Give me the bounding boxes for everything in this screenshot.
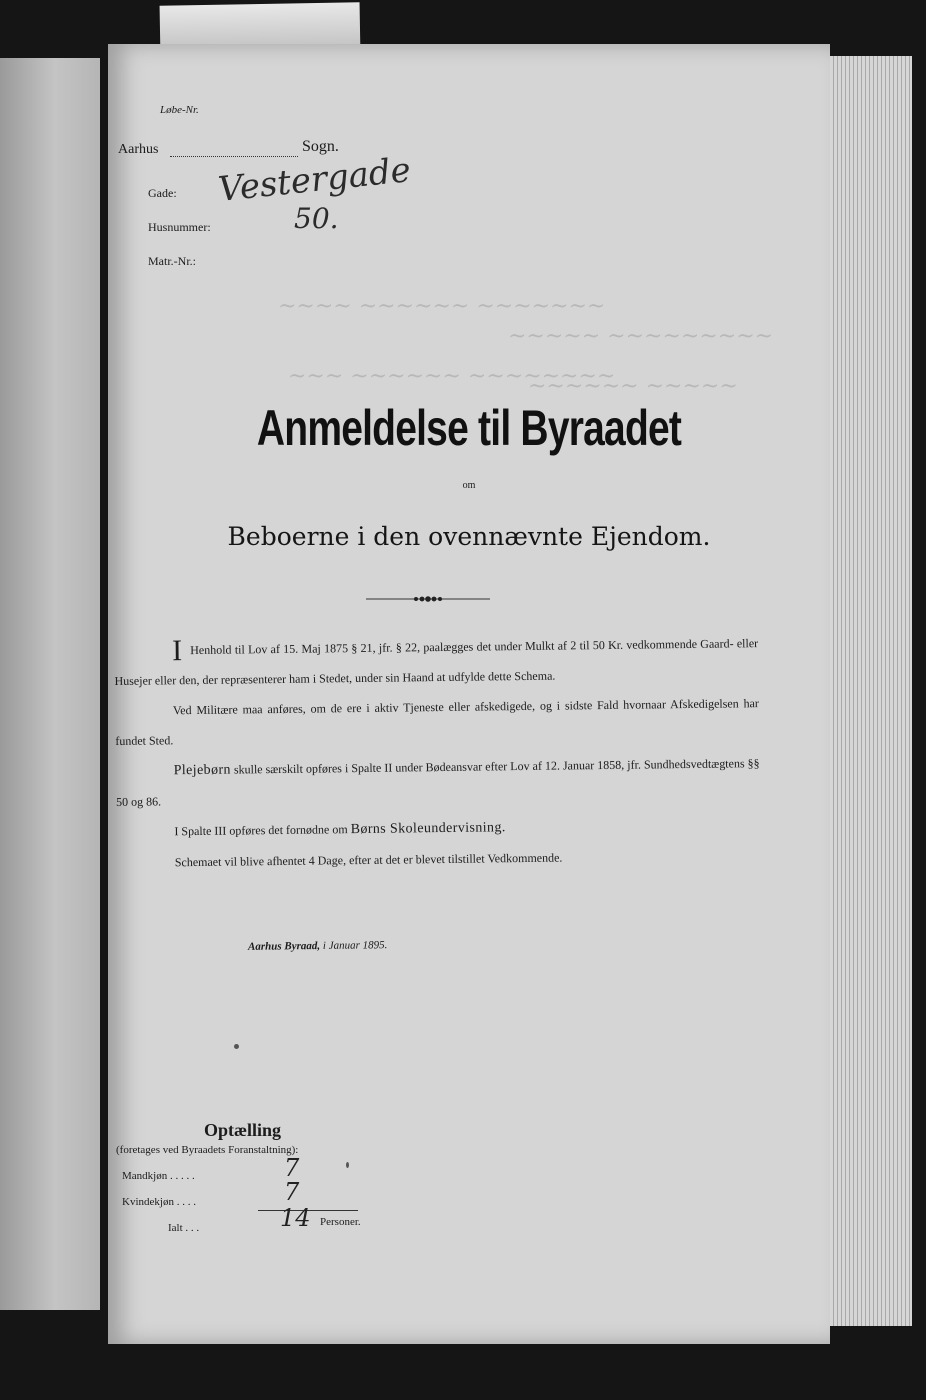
bleed-through-scribble: ~~~~ ~~~~~~ ~~~~~~~ [278, 294, 606, 319]
total-count-label: Ialt . . . [168, 1222, 200, 1234]
stacked-page-edges [822, 56, 912, 1326]
authority-signature-line: Aarhus Byraad, i Januar 1895. [247, 939, 388, 953]
bleed-through-scribble: ~~~ ~~~~~~ ~~~~~~~~ [288, 364, 616, 389]
instruction-paragraph-3: Plejebørn skulle særskilt opføres i Spalte II under Bødeansvar efter Lov af 12. Januar 1858, jfr. Sundhedsvedtægtens §§ 50 og 86. [115, 756, 760, 809]
form-subtitle: Beboerne i den ovennævnte Ejendom. [227, 522, 711, 551]
bleed-through-scribble: ~~~~~~ ~~~~~ [528, 374, 738, 399]
matr-nr-label: Matr.-Nr.: [148, 254, 196, 268]
instruction-paragraph-2: Ved Militære maa anføres, om de ere i aktiv Tjeneste eller afskedigede, og i sidste Fald hvornaar Afskedigelsen har fundet Sted. [115, 696, 759, 748]
husnummer-label: Husnummer: [148, 220, 211, 234]
count-title: Optælling [204, 1120, 282, 1140]
female-count-label: Kvindekjøn . . . . [122, 1196, 196, 1208]
count-subtitle: (foretages ved Byraadets Foranstaltning): [116, 1144, 299, 1156]
male-count-value: 7 [284, 1154, 300, 1182]
male-count-label: Mandkjøn . . . . . [122, 1170, 195, 1182]
form-title: Anmeldelse til Byraadet [256, 400, 682, 456]
sogn-label: Sogn. [302, 138, 339, 155]
husnummer-handwritten-value: 50. [294, 202, 339, 235]
total-count-value: 14 [280, 1204, 311, 1232]
city-label: Aarhus [118, 142, 159, 157]
instructions-block [114, 628, 761, 878]
instruction-paragraph-5: Schemaet vil blive afhentet 4 Dage, efter at det er blevet tilstillet Vedkommende. [174, 850, 563, 870]
instruction-paragraph-4: I Spalte III opføres det fornødne om Børns Skoleundervisning. [174, 820, 506, 839]
gade-label: Gade: [148, 186, 177, 200]
instruction-paragraph-1: I Henhold til Lov af 15. Maj 1875 § 21, jfr. § 22, paalægges det under Mulkt af 2 til 50 Kr. vedkommende Gaard- eller Husejer eller den, der repræsenterer ham i Stedet, under sin Haand at udfylde dette Schema. [114, 634, 759, 688]
ink-speck [234, 1044, 239, 1049]
gade-handwritten-value: Vestergade [216, 150, 413, 210]
ornament-divider [366, 594, 490, 604]
sogn-dotted-line [170, 156, 298, 157]
census-form-page [108, 44, 830, 1344]
persons-label: Personer. [320, 1216, 361, 1228]
om-connector: om [462, 480, 476, 491]
drop-cap: I [171, 634, 183, 668]
loebe-nr-label: Løbe-Nr. [160, 104, 199, 116]
bleed-through-scribble: ~~~~~ ~~~~~~~~~ [508, 324, 774, 349]
ink-tick [346, 1162, 349, 1168]
left-page-edge [0, 58, 100, 1310]
female-count-value: 7 [284, 1178, 300, 1206]
